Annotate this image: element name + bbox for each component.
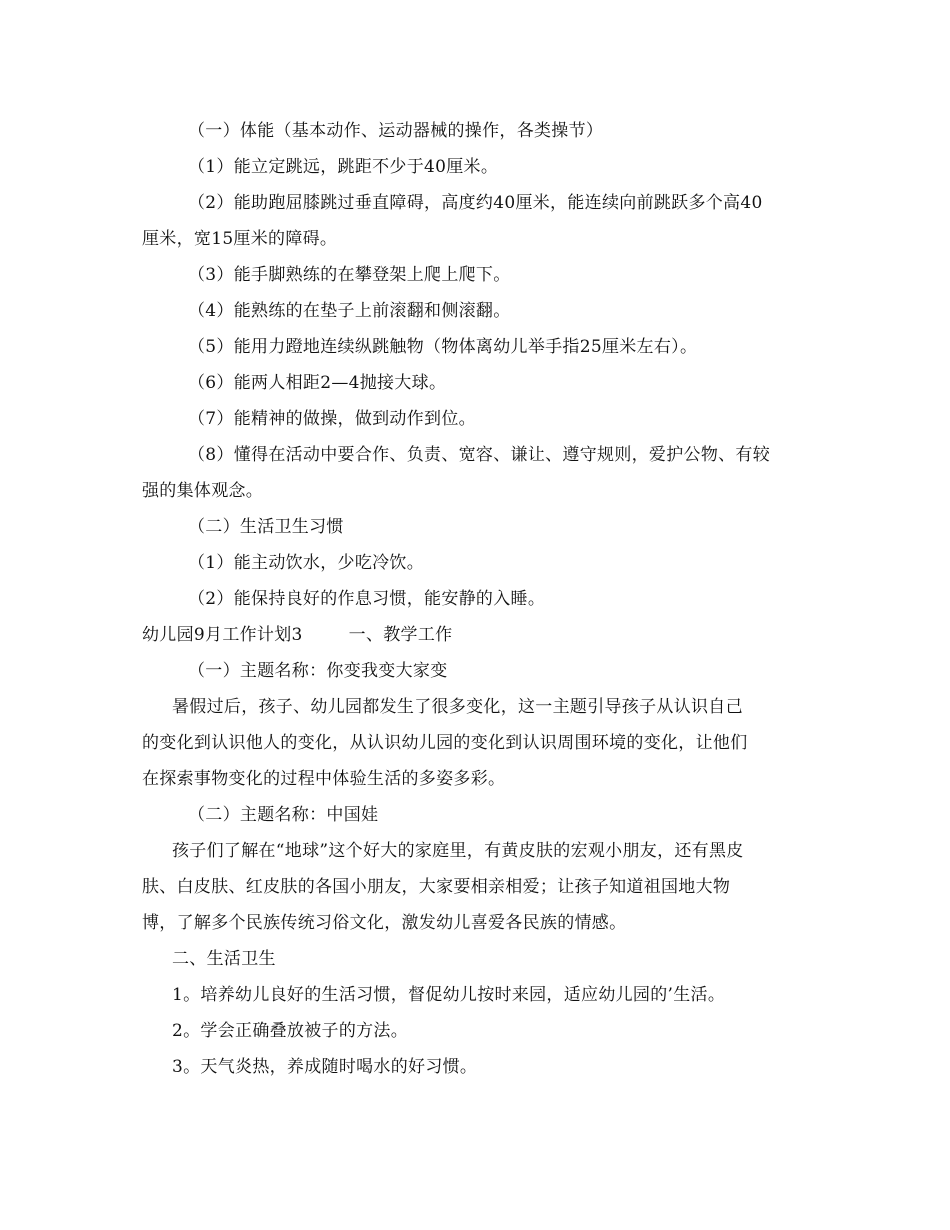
paragraph-line: （2）能助跑屈膝跳过垂直障碍，高度约40厘米，能连续向前跳跃多个高40 (188, 193, 763, 213)
document-body (142, 113, 804, 1085)
paragraph-line: （2）能保持良好的作息习惯，能安静的入睡。 (188, 589, 546, 609)
list-item: 1。培养幼儿良好的生活习惯，督促幼儿按时来园，适应幼儿园的’生活。 (172, 985, 726, 1005)
paragraph-line: （4）能熟练的在垫子上前滚翻和侧滚翻。 (188, 301, 511, 321)
paragraph-line: 肤、白皮肤、红皮肤的各国小朋友，大家要相亲相爱；让孩子知道祖国地大物 (142, 877, 731, 897)
paragraph-line: 的变化到认识他人的变化，从认识幼儿园的变化到认识周围环境的变化，让他们 (142, 733, 748, 753)
paragraph-line: 暑假过后，孩子、幼儿园都发生了很多变化，这一主题引导孩子从认识自己 (172, 697, 743, 717)
section-heading-hygiene-habits: （二）生活卫生习惯 (188, 517, 344, 537)
section-heading-life-hygiene: 二、生活卫生 (172, 949, 276, 969)
list-item: 2。学会正确叠放被子的方法。 (172, 1021, 409, 1041)
paragraph-line: 在探索事物变化的过程中体验生活的多姿多彩。 (142, 769, 506, 789)
paragraph-line: 厘米，宽15厘米的障碍。 (142, 229, 338, 249)
paragraph-line: 博，了解多个民族传统习俗文化，激发幼儿喜爱各民族的情感。 (142, 913, 627, 933)
paragraph-line: （8）懂得在活动中要合作、负责、宽容、谦让、遵守规则，爱护公物、有较 (188, 445, 771, 465)
paragraph-line: （1）能立定跳远，跳距不少于40厘米。 (188, 157, 499, 177)
section-heading-teaching: 一、教学工作 (348, 625, 453, 645)
plan-title-line (142, 617, 804, 653)
theme-heading-1: （一）主题名称：你变我变大家变 (188, 661, 448, 681)
paragraph-line: （6）能两人相距2—4抛接大球。 (188, 373, 447, 393)
paragraph-line: （5）能用力蹬地连续纵跳触物（物体离幼儿举手指25厘米左右）。 (188, 337, 698, 357)
paragraph-line: 强的集体观念。 (142, 481, 264, 501)
plan-title: 幼儿园9月工作计划3 (142, 625, 303, 645)
paragraph-line: 孩子们了解在“地球”这个好大的家庭里，有黄皮肤的宏观小朋友，还有黑皮 (172, 841, 744, 861)
theme-heading-2: （二）主题名称：中国娃 (188, 805, 379, 825)
list-item: 3。天气炎热，养成随时喝水的好习惯。 (172, 1057, 478, 1077)
paragraph-line: （7）能精神的做操，做到动作到位。 (188, 409, 476, 429)
paragraph-line: （1）能主动饮水，少吃冷饮。 (188, 553, 425, 573)
paragraph-line: （3）能手脚熟练的在攀登架上爬上爬下。 (188, 265, 511, 285)
section-heading-physical: （一）体能（基本动作、运动器械的操作，各类操节） (188, 121, 604, 141)
